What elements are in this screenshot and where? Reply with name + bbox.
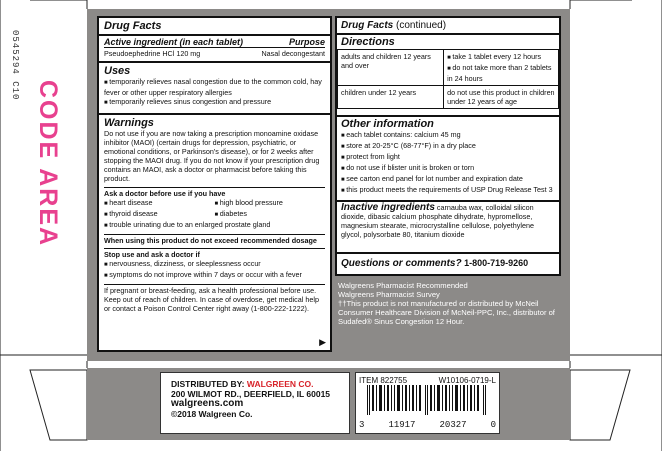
questions-panel [335, 252, 561, 276]
table-row [338, 50, 559, 86]
drug-facts-panel [97, 16, 332, 352]
barcode-icon [359, 385, 496, 415]
lot-code: W10106-0719-L [438, 376, 496, 385]
continued-suffix: (continued) [396, 20, 447, 31]
other-info-item: ■ do not use if blister unit is broken or torn [341, 163, 555, 174]
active-ingredient-value: Pseudoephedrine HCl 120 mg [104, 49, 201, 58]
ask-doctor-item: ■ high blood pressure [215, 198, 326, 209]
barcode-digits-group1: 11917 [388, 420, 416, 430]
distributor-box [160, 372, 350, 434]
manufacturer-note-line: Walgreens Pharmacist Recommended [338, 281, 468, 290]
purpose-value: Nasal decongestant [261, 49, 325, 58]
questions-phone: 1-800-719-9260 [464, 258, 529, 268]
stop-use-title: Stop use and ask a doctor if [104, 250, 200, 259]
ask-doctor-title: Ask a doctor before use if you have [104, 189, 226, 198]
distributor-prefix: DISTRIBUTED BY: [171, 379, 245, 389]
table-row [338, 86, 559, 109]
active-ingredient-header: Active ingredient (in each tablet) [104, 37, 244, 47]
manufacturer-note-line: ††This product is not manufactured or distributed by McNeil Consumer Healthcare Division of McNeil-PPC, Inc., distributor of Sudafed® Sinus Congestion 12 Hour. [338, 299, 555, 326]
stop-use-item: ■ symptoms do not improve within 7 days or occur with a fever [104, 270, 325, 281]
ask-doctor-item: ■ trouble urinating due to an enlarged prostate gland [104, 220, 325, 231]
inactive-title: Inactive ingredients [341, 202, 435, 213]
distributor-brand: WALGREEN CO. [246, 379, 314, 389]
directions-table [337, 49, 559, 109]
directions-what: do not use this product in children under 12 years of age [444, 86, 559, 109]
drug-facts-title: Drug Facts [104, 20, 162, 32]
drug-facts-continued-panel [335, 16, 561, 272]
ask-doctor-item: ■ diabetes [215, 209, 326, 220]
side-batch-code: 0545294 C10 [10, 30, 20, 101]
distributor-website: walgreens.com [171, 398, 244, 409]
keep-out-warning: Keep out of reach of children. In case of overdose, get medical help or contact a Poison Control Center right away (1-800-222-1222). [104, 295, 319, 313]
uses-item: ■ temporarily relieves nasal congestion due to the common cold, hay fever or other upper respiratory allergies [104, 77, 325, 97]
barcode-digit-right: 0 [490, 420, 496, 430]
barcode-digit-left: 3 [359, 420, 365, 430]
warnings-intro: Do not use if you are now taking a prescription monoamine oxidase inhibitor (MAOI) (certain drugs for depression, psychiatric, or emotional conditions, or Parkinson's disease), or for 2 weeks after stopping the MAOI drug. If you do not know if your prescription drug contains an MAOI, ask a doctor or pharmacist before taking this product. [104, 129, 320, 183]
code-area-label: CODE AREA [34, 80, 62, 248]
other-info-item: ■ see carton end panel for lot number and expiration date [341, 174, 555, 185]
directions-title: Directions [341, 36, 395, 48]
other-info-item: ■ each tablet contains: calcium 45 mg [341, 130, 555, 141]
barcode-box [355, 372, 500, 434]
uses-item: ■ temporarily relieves sinus congestion and pressure [104, 97, 325, 108]
directions-item: ■ do not take more than 2 tablets in 24 hours [447, 63, 555, 83]
pregnancy-warning: If pregnant or breast-feeding, ask a health professional before use. [104, 286, 317, 295]
inactive-text: carnauba wax, colloidal silicon dioxide, dibasic calcium phosphate dihydrate, hypromellose, magnesium stearate, microcrystalline cellulose, polyethylene glycol, polysorbate 80, titanium dioxide [341, 203, 534, 239]
item-number: ITEM 822755 [359, 376, 408, 385]
manufacturer-note-line: Walgreens Pharmacist Survey [338, 290, 440, 299]
continued-title: Drug Facts [341, 20, 394, 31]
directions-who: children under 12 years [338, 86, 444, 109]
warnings-title: Warnings [104, 117, 154, 129]
directions-what [444, 50, 559, 86]
manufacturer-note [338, 281, 566, 326]
ask-doctor-item: ■ thyroid disease [104, 209, 215, 220]
distributor-address: 200 WILMOT RD., DEERFIELD, IL 60015 [171, 389, 331, 399]
other-info-title: Other information [341, 118, 434, 130]
ask-doctor-item: ■ heart disease [104, 198, 215, 209]
other-info-item: ■ protect from light [341, 152, 555, 163]
directions-who: adults and children 12 years and over [338, 50, 444, 86]
other-info-item: ■ store at 20-25°C (68-77°F) in a dry place [341, 141, 555, 152]
purpose-header: Purpose [288, 37, 325, 47]
uses-title: Uses [104, 65, 131, 77]
distributor-copyright: ©2018 Walgreen Co. [171, 409, 253, 419]
stop-use-item: ■ nervousness, dizziness, or sleeplessness occur [104, 259, 325, 270]
directions-item: ■ take 1 tablet every 12 hours [447, 52, 555, 63]
barcode-digits-group2: 20327 [439, 420, 467, 430]
when-using-text: When using this product do not exceed recommended dosage [104, 236, 317, 245]
questions-title: Questions or comments? [341, 258, 462, 269]
other-info-item: ■ this product meets the requirements of USP Drug Release Test 3 [341, 185, 555, 196]
continue-arrow-icon: ▶ [319, 337, 326, 347]
